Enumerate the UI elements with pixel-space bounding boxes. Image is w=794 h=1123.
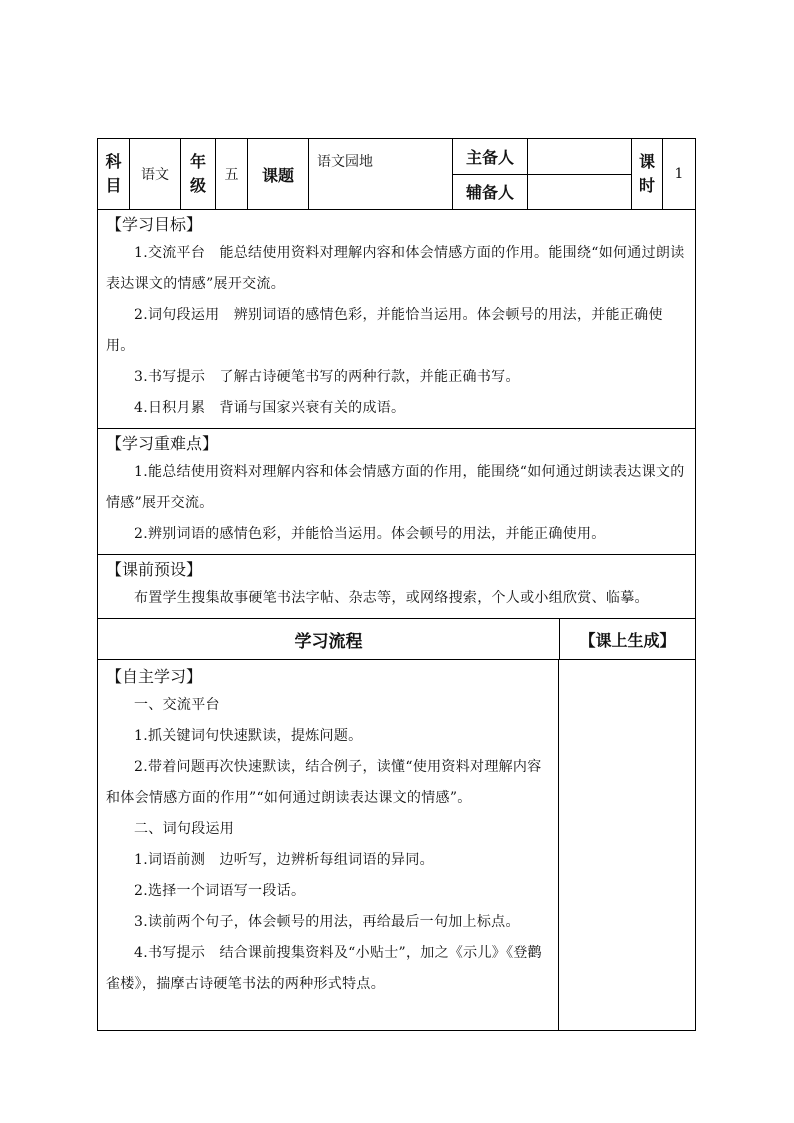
key-points-title: 【学习重难点】 (106, 434, 219, 453)
preparers-cell (453, 139, 632, 209)
class-generation-content (559, 660, 695, 1030)
flow-item: 3.读前两个句子，体会顿号的用法，再给最后一句加上标点。 (134, 914, 520, 930)
learning-flow-header: 学习流程 (98, 619, 560, 659)
preview-item: 布置学生搜集故事硬笔书法字帖、杂志等，或网络搜索，个人或小组欣赏、临摹。 (134, 590, 649, 606)
flow-item: 4.书写提示 结合课前搜集资料及“小贴士”，加之《示儿》《登鹳雀楼》，揣摩古诗硬笔书法的两种形式特点。 (106, 945, 542, 992)
flow-item: 二、词句段运用 (134, 821, 235, 837)
flow-item: 1.抓关键词句快速默读，提炼问题。 (134, 728, 363, 744)
assist-preparer-label: 辅备人 (453, 175, 528, 210)
subject-label: 科 目 (98, 139, 130, 209)
grade-label: 年 级 (181, 139, 216, 209)
learning-flow-content (98, 660, 559, 1030)
objective-item: 1.交流平台 能总结使用资料对理解内容和体会情感方面的作用。能围绕“如何通过朗读表达课文的情感”展开交流。 (106, 245, 685, 292)
flow-item: 一、交流平台 (134, 697, 220, 713)
preview-section (98, 555, 695, 619)
period-label: 课 时 (632, 139, 663, 209)
assist-preparer-value (528, 175, 631, 210)
class-generation-header: 【课上生成】 (579, 630, 676, 650)
header-row (98, 139, 695, 210)
subject-value: 语文 (130, 139, 181, 209)
period-value: 1 (674, 166, 684, 182)
objective-item: 4.日积月累 背诵与国家兴衰有关的成语。 (134, 400, 406, 416)
main-preparer-row (453, 139, 631, 175)
grade-value: 五 (216, 139, 248, 209)
objectives-title: 【学习目标】 (106, 215, 203, 234)
main-preparer-value (528, 139, 631, 174)
flow-body-row (98, 660, 695, 1030)
assist-preparer-row (453, 175, 631, 210)
topic-value: 语文园地 (309, 139, 453, 209)
objective-item: 2.词句段运用 辨别词语的感情色彩，并能恰当运用。体会顿号的用法，并能正确使用。 (106, 307, 663, 354)
preview-title: 【课前预设】 (106, 560, 203, 579)
topic-label: 课题 (248, 139, 309, 209)
flow-item: 2.带着问题再次快速默读，结合例子，读懂“使用资料对理解内容和体会情感方面的作用”“如何通过朗读表达课文的情感”。 (106, 759, 542, 806)
key-points-section (98, 429, 695, 555)
objectives-section (98, 210, 695, 429)
main-preparer-label: 主备人 (453, 139, 528, 174)
flow-header-row (98, 619, 695, 660)
objective-item: 3.书写提示 了解古诗硬笔书写的两种行款，并能正确书写。 (134, 369, 520, 385)
flow-item: 2.选择一个词语写一段话。 (134, 883, 306, 899)
flow-item: 1.词语前测 边听写，边辨析每组词语的异同。 (134, 852, 434, 868)
key-point-item: 1.能总结使用资料对理解内容和体会情感方面的作用，能围绕“如何通过朗读表达课文的情感”展开交流。 (106, 464, 685, 511)
lesson-plan-table (97, 138, 696, 1031)
key-point-item: 2.辨别词语的感情色彩，并能恰当运用。体会顿号的用法，并能正确使用。 (134, 526, 606, 542)
self-study-title: 【自主学习】 (106, 667, 203, 686)
